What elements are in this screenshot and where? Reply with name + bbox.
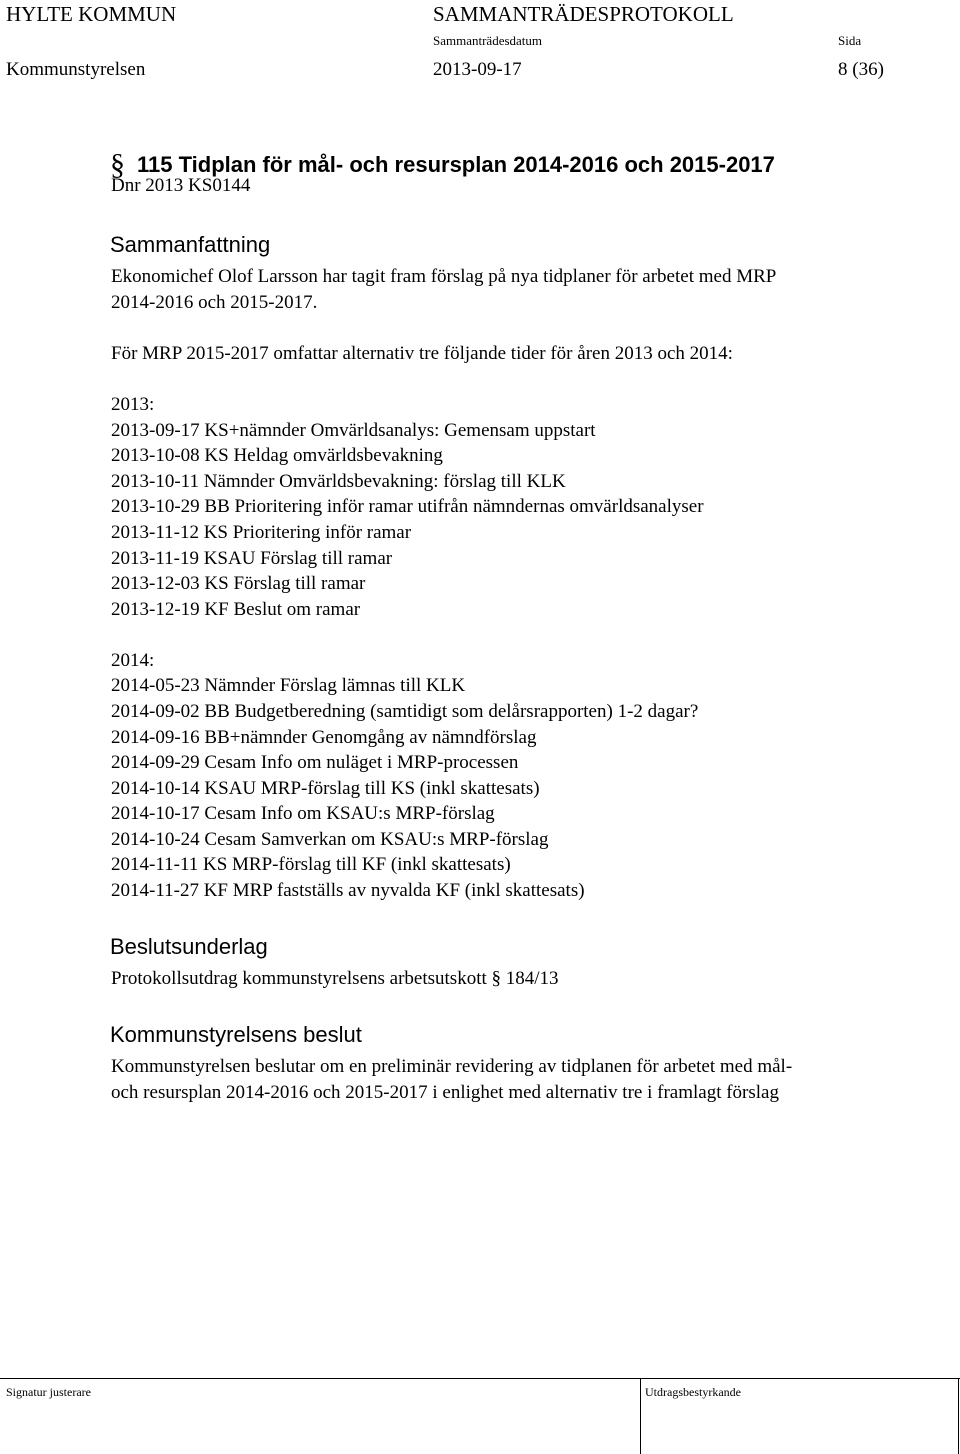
- footer-separator: [640, 1379, 641, 1454]
- page-number: 8 (36): [838, 59, 884, 80]
- summary-intro: För MRP 2015-2017 omfattar alternativ tre följande tider för åren 2013 och 2014:: [111, 343, 733, 364]
- meeting-date: 2013-09-17: [433, 59, 522, 80]
- committee-name: Kommunstyrelsen: [6, 59, 146, 80]
- schedule-item: 2014-09-16 BB+nämnder Genomgång av nämndförslag: [111, 727, 537, 748]
- schedule-item: 2013-09-17 KS+nämnder Omvärldsanalys: Gemensam uppstart: [111, 420, 596, 441]
- signature-label: Signatur justerare: [6, 1385, 91, 1399]
- decision-line-2: och resursplan 2014-2016 och 2015-2017 i enlighet med alternativ tre i framlagt förslag: [111, 1082, 779, 1103]
- summary-line-2: 2014-2016 och 2015-2017.: [111, 292, 318, 313]
- schedule-item: 2014-09-29 Cesam Info om nuläget i MRP-processen: [111, 752, 519, 773]
- schedule-item: 2014-05-23 Nämnder Förslag lämnas till KLK: [111, 675, 466, 696]
- footer-divider: [0, 1378, 960, 1379]
- extract-label: Utdragsbestyrkande: [645, 1385, 741, 1399]
- schedule-item: 2013-10-08 KS Heldag omvärldsbevakning: [111, 445, 443, 466]
- schedule-item: 2014-11-27 KF MRP fastställs av nyvalda KF (inkl skattesats): [111, 880, 585, 901]
- schedule-2014-label: 2014:: [111, 650, 155, 671]
- document-type: SAMMANTRÄDESPROTOKOLL: [433, 2, 734, 26]
- page-label: Sida: [838, 33, 862, 48]
- summary-line-1: Ekonomichef Olof Larsson har tagit fram förslag på nya tidplaner för arbetet med MRP: [111, 266, 777, 287]
- schedule-item: 2013-11-12 KS Prioritering inför ramar: [111, 522, 412, 543]
- schedule-item: 2013-10-29 BB Prioritering inför ramar utifrån nämndernas omvärldsanalyser: [111, 496, 704, 517]
- schedule-item: 2013-10-11 Nämnder Omvärldsbevakning: förslag till KLK: [111, 471, 566, 492]
- schedule-item: 2014-10-24 Cesam Samverkan om KSAU:s MRP-förslag: [111, 829, 549, 850]
- schedule-item: 2013-12-19 KF Beslut om ramar: [111, 599, 361, 620]
- schedule-item: 2014-10-17 Cesam Info om KSAU:s MRP-förslag: [111, 803, 495, 824]
- schedule-item: 2013-11-19 KSAU Förslag till ramar: [111, 548, 393, 569]
- schedule-item: 2014-10-14 KSAU MRP-förslag till KS (inkl skattesats): [111, 778, 540, 799]
- schedule-2013-label: 2013:: [111, 394, 155, 415]
- case-number: Dnr 2013 KS0144: [111, 175, 251, 196]
- paragraph-symbol: §: [110, 148, 125, 181]
- basis-text: Protokollsutdrag kommunstyrelsens arbetsutskott § 184/13: [111, 968, 559, 989]
- schedule-item: 2014-11-11 KS MRP-förslag till KF (inkl skattesats): [111, 854, 511, 875]
- schedule-item: 2013-12-03 KS Förslag till ramar: [111, 573, 366, 594]
- decision-line-1: Kommunstyrelsen beslutar om en preliminär revidering av tidplanen för arbetet med mål-: [111, 1056, 793, 1077]
- summary-heading: Sammanfattning: [110, 232, 271, 257]
- municipality-name: HYLTE KOMMUN: [6, 2, 177, 26]
- schedule-item: 2014-09-02 BB Budgetberedning (samtidigt som delårsrapporten) 1-2 dagar?: [111, 701, 699, 722]
- date-label: Sammanträdesdatum: [433, 33, 543, 48]
- basis-heading: Beslutsunderlag: [110, 934, 268, 959]
- decision-heading: Kommunstyrelsens beslut: [110, 1022, 362, 1047]
- section-title-text: 115 Tidplan för mål- och resursplan 2014-2016 och 2015-2017: [137, 152, 775, 177]
- footer-edge: [958, 1379, 959, 1454]
